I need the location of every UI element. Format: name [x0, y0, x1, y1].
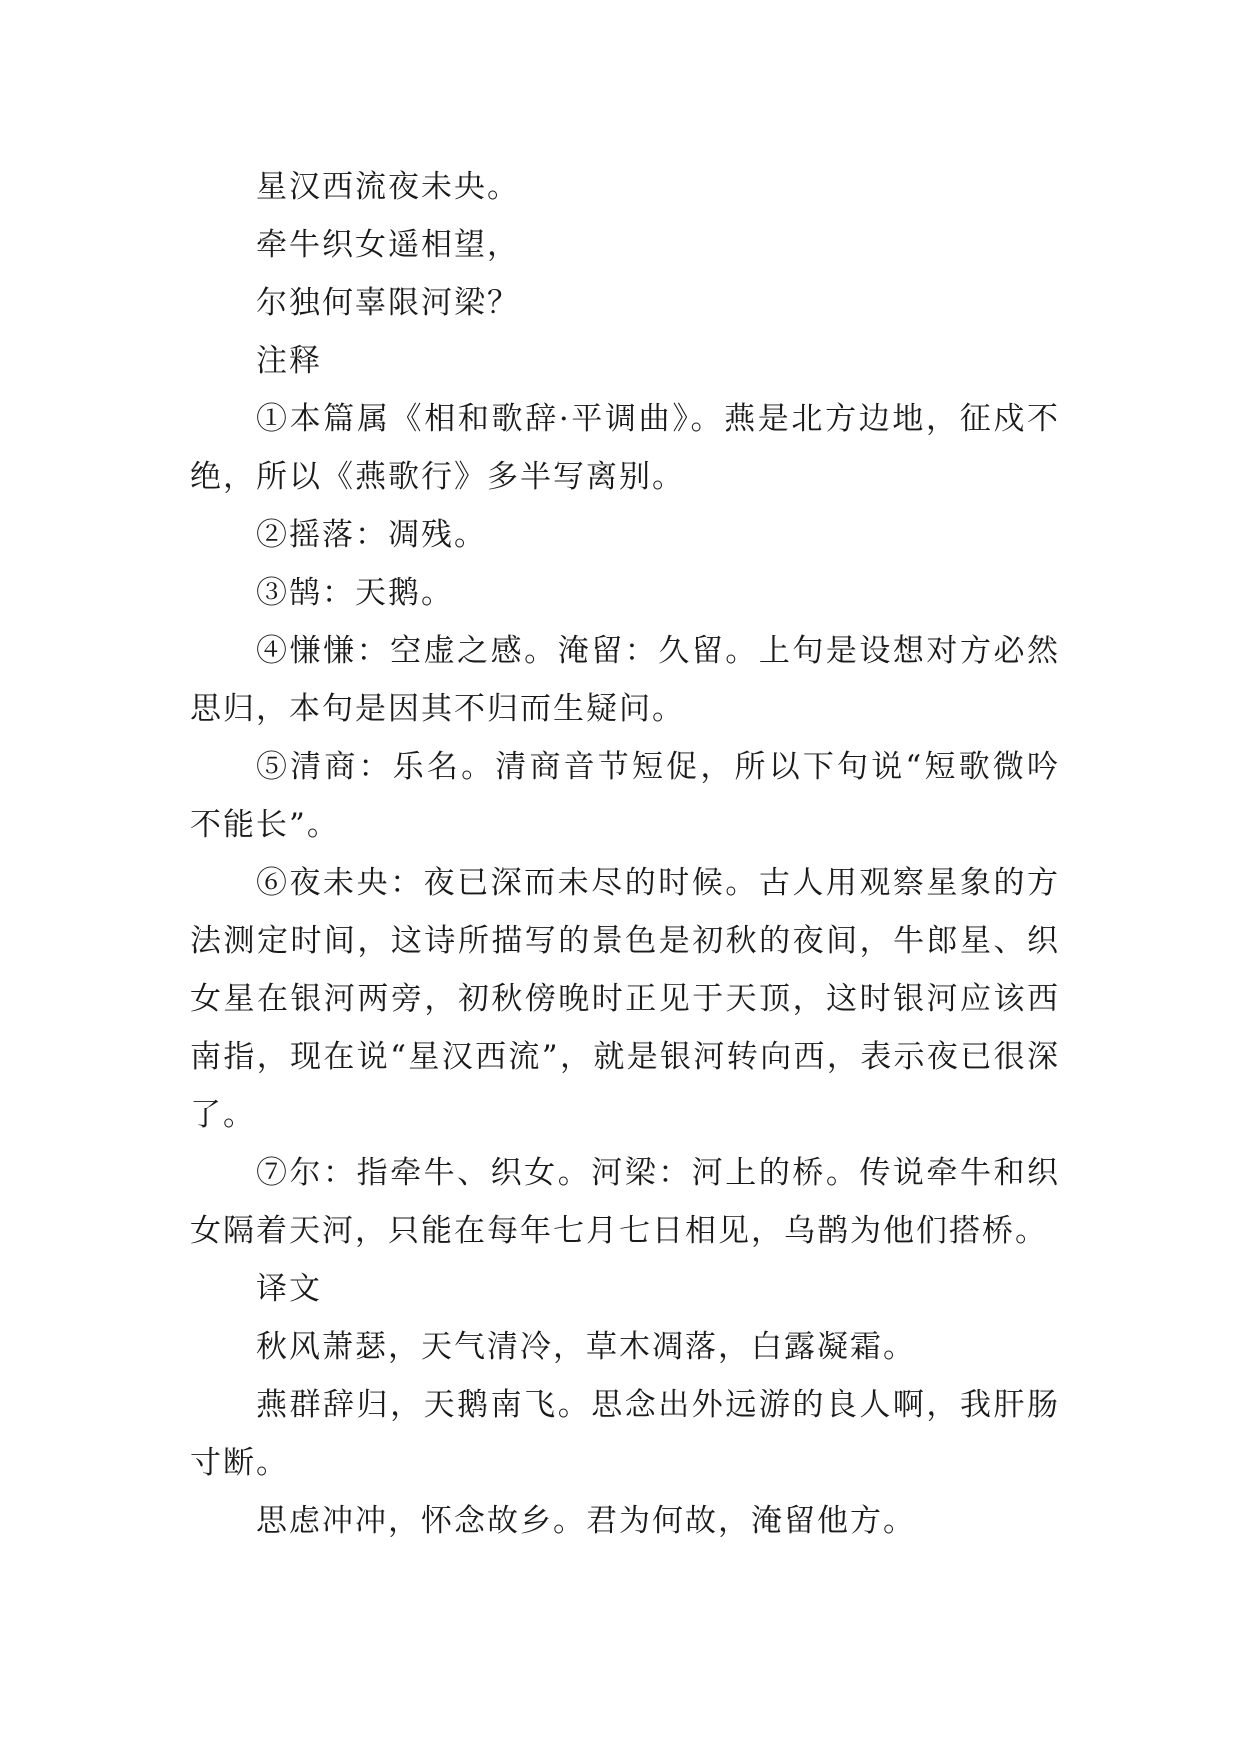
note-item: ④慊慊：空虚之感。淹留：久留。上句是设想对方必然思归，本句是因其不归而生疑问。 — [190, 633, 1060, 727]
note-item: ⑤清商：乐名。清商音节短促，所以下句说“短歌微吟不能长”。 — [190, 749, 1060, 843]
poem-line: 牵牛织女遥相望， — [256, 227, 520, 263]
translation-line: 燕群辞归，天鹅南飞。思念出外远游的良人啊，我肝肠寸断。 — [190, 1387, 1060, 1481]
document-page — [190, 158, 1060, 1550]
translation-heading: 译文 — [256, 1271, 322, 1307]
poem-line: 尔独何辜限河梁？ — [256, 285, 520, 321]
notes-heading: 注释 — [256, 343, 322, 379]
note-item: ⑦尔：指牵牛、织女。河梁：河上的桥。传说牵牛和织女隔着天河，只能在每年七月七日相见，乌鹊为他们搭桥。 — [190, 1155, 1060, 1249]
note-item: ③鹄：天鹅。 — [256, 575, 454, 611]
note-item: ⑥夜未央：夜已深而未尽的时候。古人用观察星象的方法测定时间，这诗所描写的景色是初秋的夜间，牛郎星、织女星在银河两旁，初秋傍晚时正见于天顶，这时银河应该西南指，现在说“星汉西流”，就是银河转向西，表示夜已很深了。 — [190, 865, 1060, 1133]
translation-line: 秋风萧瑟，天气清冷，草木凋落，白露凝霜。 — [256, 1329, 916, 1365]
note-item: ②摇落：凋残。 — [256, 517, 487, 553]
poem-line: 星汉西流夜未央。 — [256, 169, 520, 205]
note-item: ①本篇属《相和歌辞·平调曲》。燕是北方边地，征戍不绝，所以《燕歌行》多半写离别。 — [190, 401, 1060, 495]
translation-line: 思虑冲冲，怀念故乡。君为何故，淹留他方。 — [256, 1503, 916, 1539]
